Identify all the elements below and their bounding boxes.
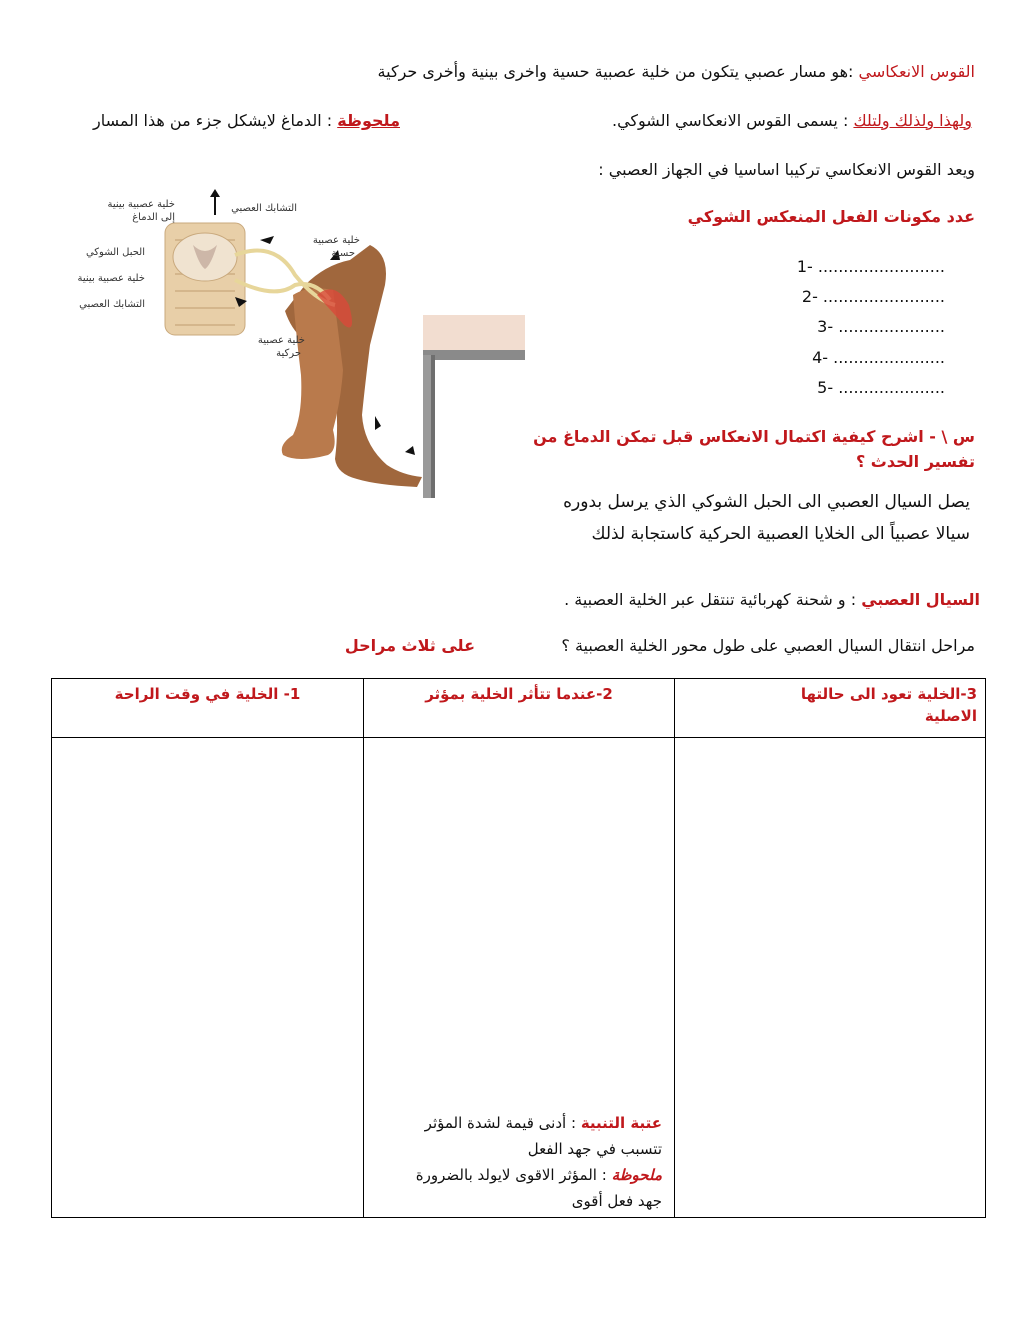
spinal-reflex-line <box>612 111 972 130</box>
label-synapse-bottom: التشابك العصبي <box>79 299 145 310</box>
stages-question: مراحل انتقال السيال العصبي على طول محور الخلية العصبية ؟ <box>561 636 975 655</box>
threshold-text: : أدنى قيمة لشدة المؤثر تتسبب في جهد الفعل <box>424 1114 662 1158</box>
definition-reflex-arc <box>378 62 975 81</box>
reflex-arc-figure <box>55 185 525 500</box>
table-leg-shadow <box>431 355 435 498</box>
term-reflex-arc: القوس الانعكاسي <box>858 62 975 81</box>
spinal-text: : يسمى القوس الانعكاسي الشوكي. <box>611 111 849 130</box>
table-edge <box>423 350 525 360</box>
cell-stage-3[interactable] <box>675 738 986 1218</box>
note-text: : الدماغ لايشكل جزء من هذا المسار <box>92 111 333 130</box>
table-header-row <box>52 679 986 738</box>
list-item: 5- ..................... <box>817 378 945 397</box>
label-motor: خلية عصبية حركية <box>257 335 305 359</box>
basic-structure-line: ويعد القوس الانعكاسي تركيبا اساسيا في الجهاز العصبي : <box>598 160 975 179</box>
arrow-icon <box>260 236 274 244</box>
note-label: ملحوظة <box>337 111 400 130</box>
brain-note <box>93 111 400 130</box>
threshold-label: عتبة التنبية <box>580 1114 662 1132</box>
arrow-icon <box>405 446 415 455</box>
term-spinal: ولهذا ولذلك ولتلك <box>853 111 972 130</box>
header-stage-2: 2-عندما تتأثر الخلية بمؤثر <box>364 679 675 738</box>
reflex-arc-illustration <box>55 185 525 500</box>
definition-impulse <box>564 590 980 609</box>
table-note-label: ملحوظة <box>611 1166 662 1184</box>
label-interneuron: خلية عصبية بينية <box>77 273 145 284</box>
label-synapse-top: التشابك العصبي <box>231 203 297 214</box>
question-line1: س \ - اشرح كيفية اكتمال الانعكاس قبل تمكن الدماغ من <box>533 427 975 446</box>
definition-text: :هو مسار عصبي يتكون من خلية عصبية حسية واخرى بينية وأخرى حركية <box>377 62 854 81</box>
answer-line2: سيالا عصبياً الى الخلايا العصبية الحركية كاستجابة لذلك <box>591 524 970 544</box>
arrow-up-head <box>210 189 220 197</box>
question-line2: تفسير الحدث ؟ <box>855 452 975 471</box>
term-impulse: السيال العصبي <box>861 590 980 609</box>
label-sensory: خلية عصبية حسية <box>312 235 360 259</box>
table-note-text: : المؤثر الاقوى لايولد بالضرورة جهد فعل أقوى <box>415 1166 662 1210</box>
list-item: 4- ...................... <box>812 348 945 367</box>
header-stage-3: 3-الخلية تعود الى حالتها الاصلية <box>675 679 986 738</box>
label-spinal-cord: الحبل الشوكي <box>85 247 145 258</box>
arrow-icon <box>375 416 381 430</box>
components-heading: عدد مكونات الفعل المنعكس الشوكي <box>687 207 975 226</box>
cell-stage-1[interactable] <box>52 738 364 1218</box>
label-interneuron-brain: خلية عصبية بينية إلى الدماغ <box>107 199 175 223</box>
table-top <box>423 315 525 355</box>
header-stage-1: 1- الخلية في وقت الراحة <box>52 679 364 738</box>
impulse-text: : و شحنة كهربائية تنتقل عبر الخلية العصبية . <box>564 590 857 609</box>
stages-answer: على ثلاث مراحل <box>344 636 475 655</box>
list-item: 2- ........................ <box>801 287 945 306</box>
threshold-note <box>390 1110 662 1214</box>
answer-line1: يصل السيال العصبي الى الحبل الشوكي الذي يرسل بدوره <box>563 492 970 512</box>
list-item: 1- ......................... <box>796 257 945 276</box>
list-item: 3- ..................... <box>817 317 945 336</box>
